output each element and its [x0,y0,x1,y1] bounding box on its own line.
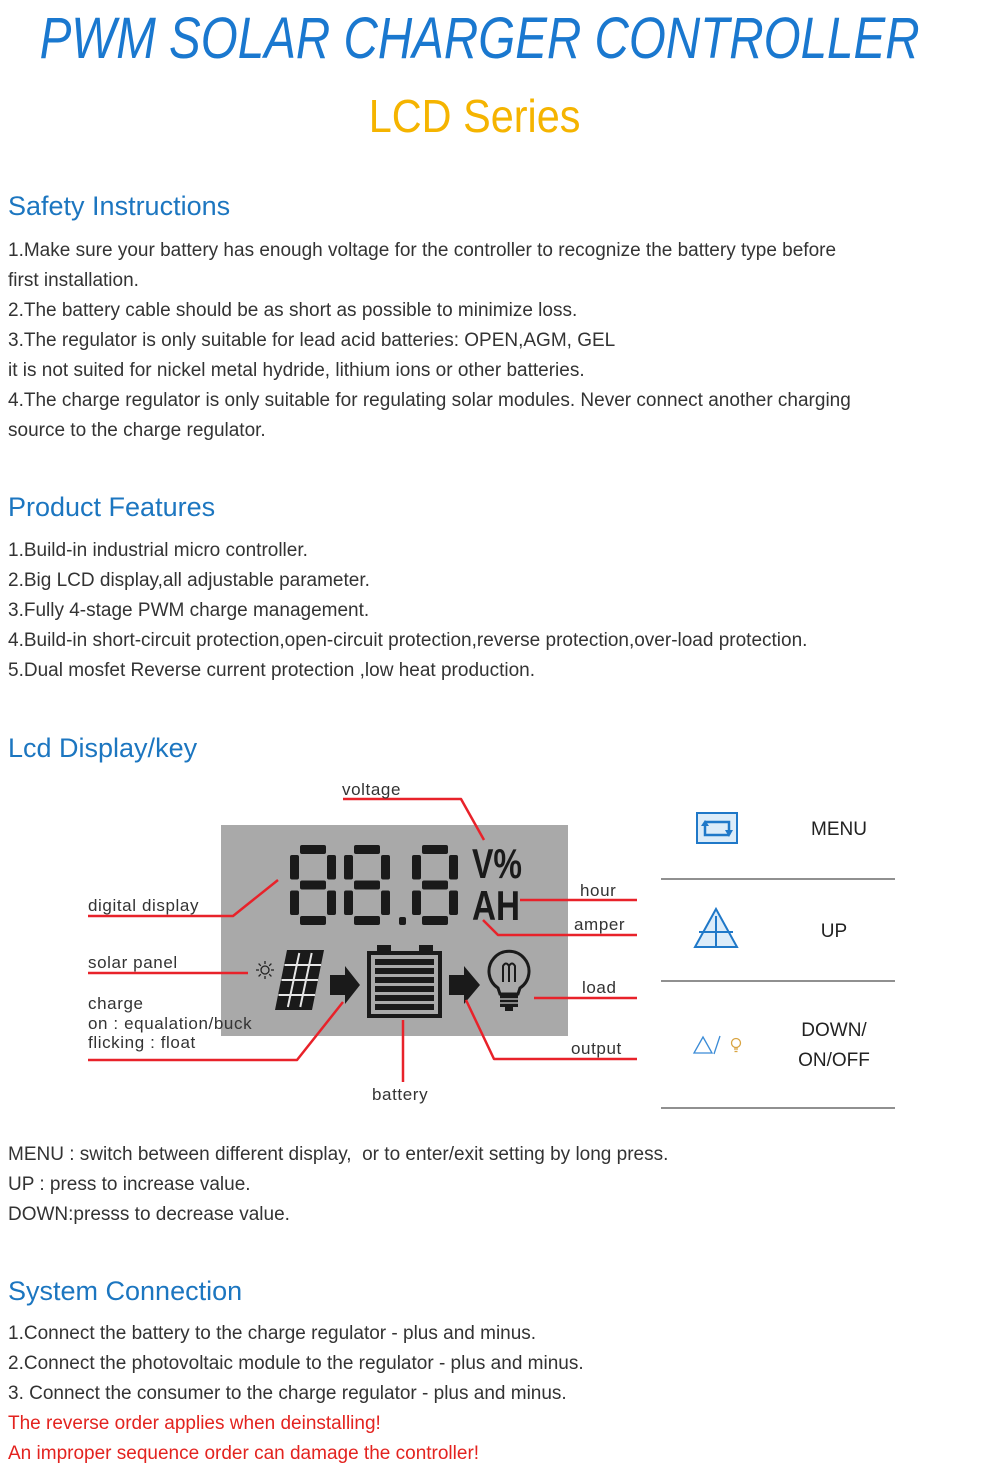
callout-charge: charge [88,994,144,1013]
callout-hour: hour [580,881,617,900]
lcd-segment [354,916,380,925]
menu-key-icon [697,813,737,843]
feature-line: 2.Big LCD display,all adjustable parameter. [8,570,370,591]
safety-line: first installation. [8,270,139,291]
lcd-segment [381,855,390,880]
callout-charge-on: on : equalation/buck [88,1014,253,1033]
callout-solar-panel: solar panel [88,953,178,972]
lcd-heading: Lcd Display/key [8,733,198,763]
lcd-segment [381,891,390,916]
lcd-segment [327,855,336,880]
key-note-menu: MENU : switch between different display, or to enter/exit setting by long press. [8,1144,669,1165]
callout-battery: battery [372,1085,429,1104]
callout-digital-display: digital display [88,896,200,915]
down-onoff-key-icon [694,1036,741,1054]
safety-heading: Safety Instructions [8,191,231,221]
page-title: PWM SOLAR CHARGER CONTROLLER [40,6,920,71]
connection-step: 3. Connect the consumer to the charge regulator - plus and minus. [8,1383,567,1404]
connection-step: 2.Connect the photovoltaic module to the regulator - plus and minus. [8,1353,584,1374]
up-key-icon [695,909,737,947]
lcd-segment [449,891,458,916]
lcd-segment [344,855,353,880]
connection-list [8,1319,584,1469]
lcd-diagram [0,770,1000,1120]
lcd-segment [290,891,299,916]
connection-warning: The reverse order applies when deinstalling! [8,1413,381,1434]
lcd-unit-amp-hour: AH [472,882,520,929]
battery-icon [369,945,440,1016]
key-label-onoff: ON/OFF [798,1050,870,1071]
lcd-segment [354,845,380,854]
feature-line: 3.Fully 4-stage PWM charge management. [8,600,370,621]
callout-output: output [571,1039,622,1058]
lcd-segment [399,917,406,925]
key-note-up: UP : press to increase value. [8,1174,251,1195]
subtitle-container [0,88,950,144]
callout-load: load [582,978,617,997]
key-label-up: UP [820,921,848,942]
feature-line: 1.Build-in industrial micro controller. [8,540,308,561]
connection-warning: An improper sequence order can damage the controller! [8,1443,480,1464]
lcd-segment [300,845,326,854]
lcd-segment [300,916,326,925]
safety-line: it is not suited for nickel metal hydride, lithium ions or other batteries. [8,360,585,381]
lcd-segment [422,845,448,854]
key-notes [8,1140,668,1230]
callout-charge-flicking: flicking : float [88,1033,196,1052]
key-note-down: DOWN:presss to decrease value. [8,1204,290,1225]
lcd-segment [422,916,448,925]
callout-amper: amper [574,915,626,934]
lcd-segment [354,881,380,890]
lcd-segment [422,881,448,890]
safety-line: source to the charge regulator. [8,420,266,441]
features-heading: Product Features [8,492,216,522]
safety-line: 2.The battery cable should be as short as possible to minimize loss. [8,300,578,321]
lcd-segment [300,881,326,890]
feature-line: 5.Dual mosfet Reverse current protection ,low heat production. [8,660,535,681]
page-subtitle: LCD Series [369,90,581,142]
title-container [0,4,960,74]
lcd-segment [412,855,421,880]
lcd-unit-voltage-percent: V% [472,840,522,887]
callout-voltage: voltage [342,780,402,799]
connection-step: 1.Connect the battery to the charge regulator - plus and minus. [8,1323,537,1344]
lcd-segment [344,891,353,916]
feature-line: 4.Build-in short-circuit protection,open-circuit protection,reverse protection,over-load protection. [8,630,808,651]
safety-line: 1.Make sure your battery has enough voltage for the controller to recognize the battery type before [8,240,837,261]
key-label-down: DOWN/ [801,1020,867,1041]
safety-line: 3.The regulator is only suitable for lead acid batteries: OPEN,AGM, GEL [8,330,616,351]
lcd-segment [412,891,421,916]
safety-list [8,236,851,446]
connection-heading: System Connection [8,1276,243,1306]
lcd-segment [327,891,336,916]
key-label-menu: MENU [811,819,867,840]
safety-line: 4.The charge regulator is only suitable for regulating solar modules. Never connect another charging [8,390,851,411]
lcd-segment [290,855,299,880]
lcd-segment [449,855,458,880]
features-list [8,536,807,686]
